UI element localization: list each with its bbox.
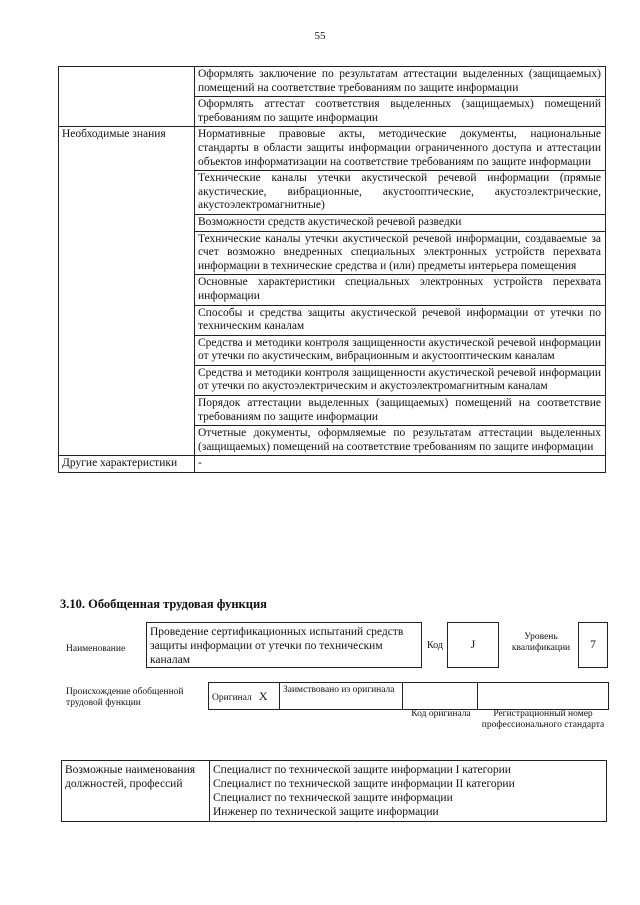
- origin-label: Происхождение обобщенной трудовой функции: [66, 687, 184, 708]
- row-label: [59, 67, 195, 127]
- section-title: 3.10. Обобщенная трудовая функция: [60, 597, 267, 611]
- qualification-level-label: Уровень квалификации: [511, 632, 571, 653]
- table-row: [62, 761, 607, 822]
- table-cell: Средства и методики контроля защищенности акустической речевой информации от утечки по акустическим, вибрационным и акустооптическим каналам: [195, 335, 606, 365]
- origin-original-cell: [209, 683, 280, 710]
- function-code-label: Код: [427, 640, 443, 651]
- table-cell: Способы и средства защиты акустической речевой информации от утечки по техническим каналам: [195, 305, 606, 335]
- table-row: [59, 67, 606, 97]
- page-number: 55: [314, 30, 326, 42]
- table-cell: Оформлять заключение по результатам аттестации выделенных (защищаемых) помещений на соответствие требованиям по защите информации: [195, 67, 606, 97]
- table-cell: Порядок аттестации выделенных (защищаемых) помещений на соответствие требованиям по защите информации: [195, 396, 606, 426]
- origin-reg-number-cell: [478, 683, 609, 710]
- function-code-value: J: [447, 622, 499, 668]
- list-item: Специалист по технической защите информации II категории: [213, 778, 515, 790]
- table-cell: Средства и методики контроля защищенности акустической речевой информации от утечки по акустоэлектрическим и акустоэлектромагнитным каналам: [195, 365, 606, 395]
- origin-original-mark: X: [258, 689, 268, 703]
- table-cell: Технические каналы утечки акустической речевой информации (прямые акустические, вибрационные, акустооптические, акустоэлектрические, акустоэлектромагнитные): [195, 171, 606, 215]
- origin-code-cell: [403, 683, 478, 710]
- row-label-knowledge: Необходимые знания: [59, 127, 195, 456]
- table-row: [59, 456, 606, 473]
- list-item: Специалист по технической защите информации: [213, 792, 453, 804]
- reg-number-caption: Регистрационный номер профессионального стандарта: [481, 709, 605, 730]
- code-original-caption: Код оригинала: [411, 709, 471, 719]
- skills-table: [58, 66, 606, 473]
- table-cell: Нормативные правовые акты, методические документы, национальные стандарты в области защиты информации ограниченного доступа и аттестации объектов информатизации на соответствие требованиям по защите информации: [195, 127, 606, 171]
- table-row: [209, 683, 609, 710]
- table-row: [59, 127, 606, 171]
- qualification-level-value: 7: [578, 622, 608, 668]
- positions-label: Возможные наименования должностей, профессий: [62, 761, 210, 822]
- list-item: Специалист по технической защите информации I категории: [213, 764, 511, 776]
- row-label-other: Другие характеристики: [59, 456, 195, 473]
- table-cell: Основные характеристики специальных электронных устройств перехвата информации: [195, 275, 606, 305]
- function-name-label: Наименование: [66, 644, 126, 654]
- function-name-value: Проведение сертификационных испытаний средств защиты информации от утечки по техническим каналам: [146, 622, 422, 668]
- table-cell: Возможности средств акустической речевой разведки: [195, 214, 606, 231]
- positions-table: [61, 760, 607, 822]
- origin-original-label: Оригинал: [212, 693, 252, 703]
- list-item: Инженер по технической защите информации: [213, 806, 439, 818]
- table-cell: Оформлять аттестат соответствия выделенных (защищаемых) помещений требованиям по защите информации: [195, 97, 606, 127]
- origin-table: [208, 682, 609, 710]
- table-cell: Технические каналы утечки акустической речевой информации, создаваемые за счет возможно внедренных специальных электронных устройств перехвата информации в технические средства и (или) предметы интерьера помещения: [195, 231, 606, 275]
- positions-list: [210, 761, 607, 822]
- origin-borrowed-cell: Заимствовано из оригинала: [280, 683, 403, 710]
- table-cell: -: [195, 456, 606, 473]
- table-cell: Отчетные документы, оформляемые по результатам аттестации выделенных (защищаемых) помещений на соответствие требованиям по защите информации: [195, 426, 606, 456]
